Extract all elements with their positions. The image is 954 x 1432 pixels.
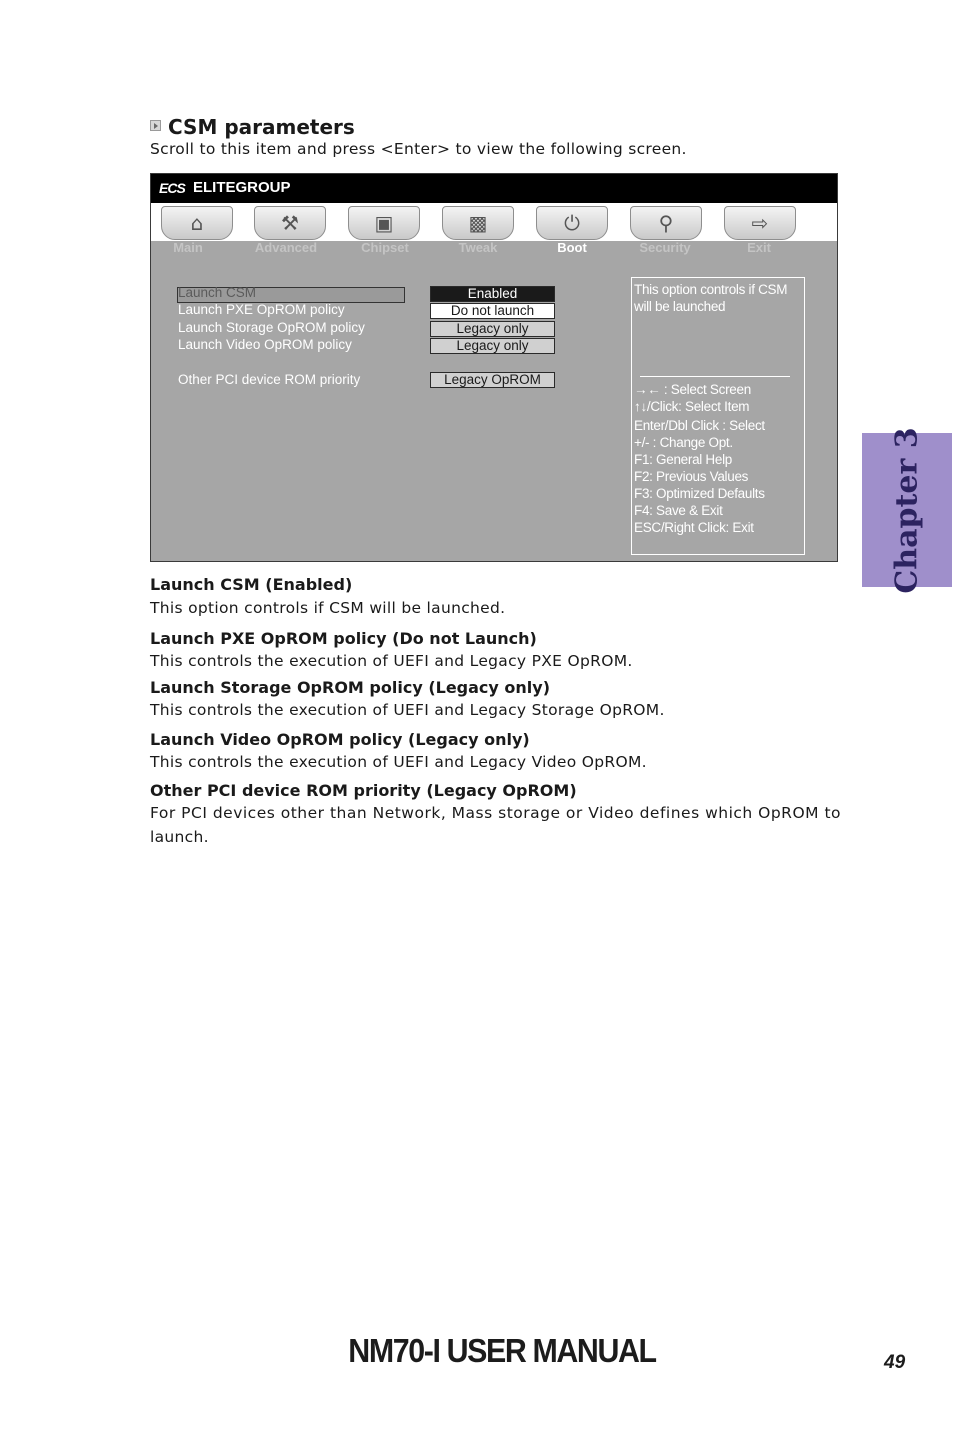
chapter-label-wrap bbox=[862, 426, 952, 594]
bios-brand: ELITEGROUP bbox=[193, 179, 291, 196]
tab-security[interactable]: Security bbox=[639, 240, 691, 255]
key-hint: +/- : Change Opt. bbox=[634, 435, 733, 450]
desc-text: This controls the execution of UEFI and Legacy Video OpROM. bbox=[150, 753, 647, 771]
key-hint: F2: Previous Values bbox=[634, 469, 749, 484]
key-hint: ESC/Right Click: Exit bbox=[634, 520, 754, 535]
section-title: CSM parameters bbox=[168, 115, 355, 139]
value-other-pci[interactable]: Legacy OpROM bbox=[430, 372, 555, 388]
key-hint: →← : Select Screen bbox=[634, 382, 751, 397]
help-text: will be launched bbox=[634, 299, 726, 314]
ecs-logo: ECS bbox=[159, 180, 185, 196]
value-launch-storage[interactable]: Legacy only bbox=[430, 321, 555, 337]
section-intro: Scroll to this item and press <Enter> to view the following screen. bbox=[150, 140, 687, 158]
chapter-label: Chapter 3 bbox=[889, 426, 925, 594]
help-divider bbox=[640, 376, 790, 377]
power-icon[interactable]: ⏻ bbox=[536, 206, 608, 240]
desc-heading: Launch CSM (Enabled) bbox=[150, 575, 353, 594]
item-launch-video[interactable]: Launch Video OpROM policy bbox=[178, 337, 352, 352]
section-bullet-icon bbox=[150, 120, 161, 131]
desc-text: This controls the execution of UEFI and Legacy Storage OpROM. bbox=[150, 701, 665, 719]
desc-text: For PCI devices other than Network, Mass storage or Video defines which OpROM to bbox=[150, 804, 842, 822]
tab-advanced[interactable]: Advanced bbox=[254, 240, 318, 255]
wrench-icon[interactable]: ⚒ bbox=[254, 206, 326, 240]
item-launch-storage[interactable]: Launch Storage OpROM policy bbox=[178, 320, 365, 335]
desc-text: This option controls if CSM will be launched. bbox=[150, 599, 506, 617]
desc-text: launch. bbox=[150, 828, 209, 846]
tab-main[interactable]: Main bbox=[173, 240, 203, 255]
chip-icon[interactable]: ▣ bbox=[348, 206, 420, 240]
value-launch-video[interactable]: Legacy only bbox=[430, 338, 555, 354]
key-hint: F4: Save & Exit bbox=[634, 503, 723, 518]
item-launch-csm[interactable]: Launch CSM bbox=[178, 285, 257, 300]
key-hint: F3: Optimized Defaults bbox=[634, 486, 765, 501]
desc-heading: Other PCI device ROM priority (Legacy OpROM) bbox=[150, 781, 577, 800]
desc-text: This controls the execution of UEFI and Legacy PXE OpROM. bbox=[150, 652, 633, 670]
tab-tweak[interactable]: Tweak bbox=[458, 240, 498, 255]
help-text: This option controls if CSM bbox=[634, 282, 788, 297]
page-number: 49 bbox=[884, 1352, 906, 1373]
key-hint: F1: General Help bbox=[634, 452, 732, 467]
manual-title: NM70-I USER MANUAL bbox=[348, 1332, 656, 1369]
home-icon[interactable]: ⌂ bbox=[161, 206, 233, 240]
key-hint: ↑↓/Click: Select Item bbox=[634, 399, 750, 414]
item-other-pci[interactable]: Other PCI device ROM priority bbox=[178, 372, 361, 387]
value-launch-pxe[interactable]: Do not launch bbox=[430, 303, 555, 319]
exit-icon[interactable]: ⇨ bbox=[724, 206, 796, 240]
value-launch-csm[interactable]: Enabled bbox=[430, 286, 555, 302]
key-icon[interactable]: ⚲ bbox=[630, 206, 702, 240]
bios-screenshot bbox=[150, 173, 838, 562]
tab-chipset[interactable]: Chipset bbox=[361, 240, 409, 255]
item-launch-pxe[interactable]: Launch PXE OpROM policy bbox=[178, 302, 345, 317]
tab-boot[interactable]: Boot bbox=[557, 240, 587, 255]
key-hint: Enter/Dbl Click : Select bbox=[634, 418, 765, 433]
desc-heading: Launch Video OpROM policy (Legacy only) bbox=[150, 730, 530, 749]
tab-exit[interactable]: Exit bbox=[747, 240, 771, 255]
desc-heading: Launch Storage OpROM policy (Legacy only) bbox=[150, 678, 551, 697]
chart-icon[interactable]: ▩ bbox=[442, 206, 514, 240]
desc-heading: Launch PXE OpROM policy (Do not Launch) bbox=[150, 629, 537, 648]
